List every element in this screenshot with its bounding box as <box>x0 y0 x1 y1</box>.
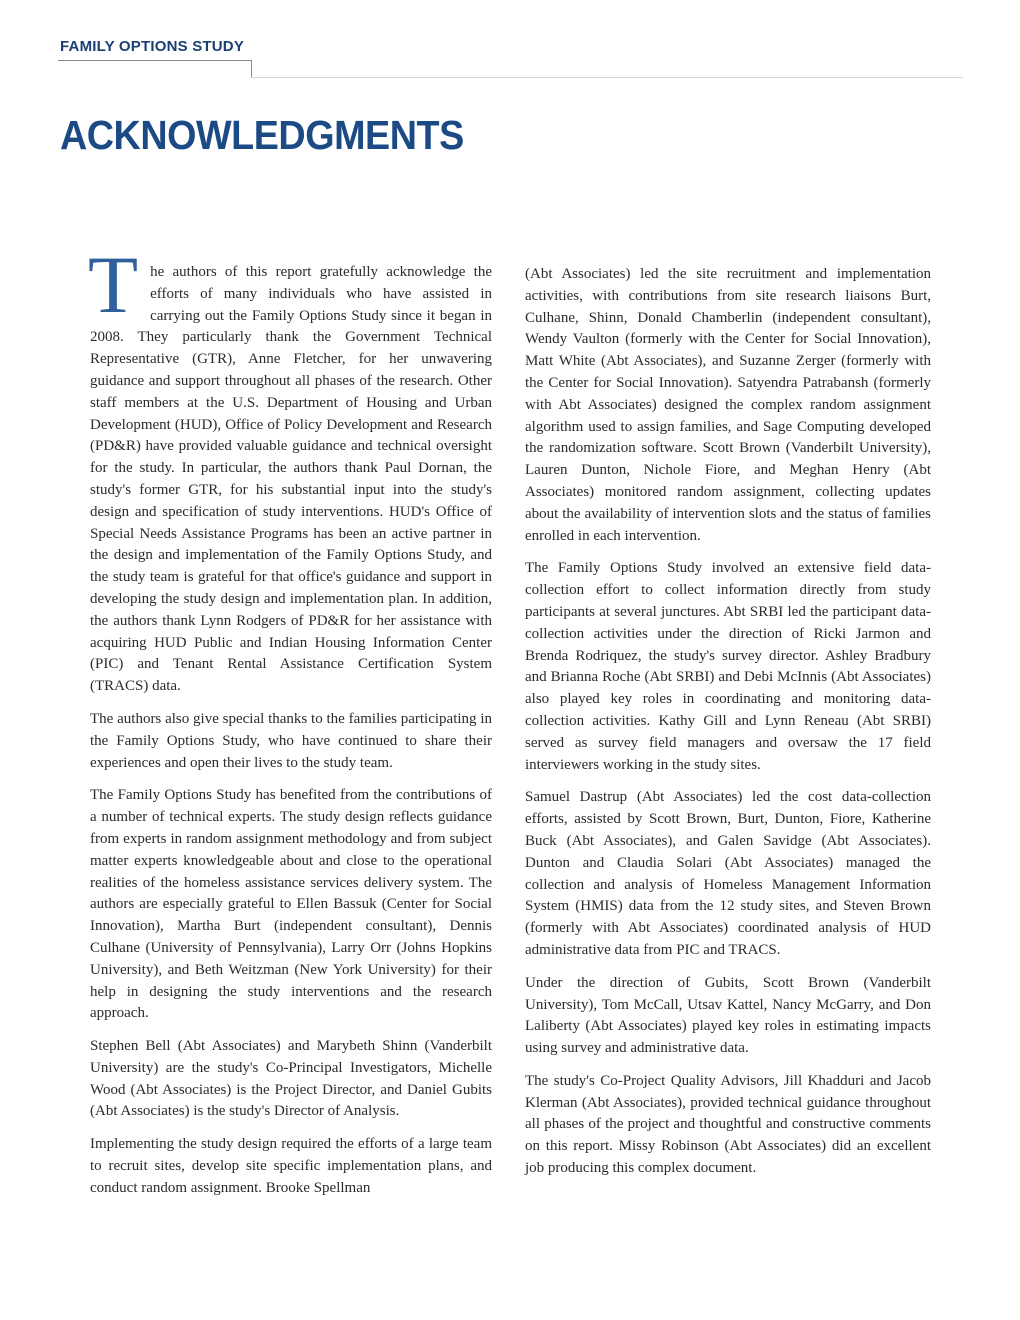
paragraph-text: he authors of this report gratefully acknowledge the efforts of many individuals who have assisted in carrying out the Family Options Study since it began in 2008. They particularly thank the Government Technical Representative (GTR), Anne Fletcher, for her unwavering guidance and support throughout all phases of the research. Other staff members at the U.S. Department of Housing and Urban Development (HUD), Office of Policy Development and Research (PD&R) have provided valuable guidance and technical oversight for the study. In particular, the authors thank Paul Dornan, the study's former GTR, for his substantial input into the study's design and specification of study interventions. HUD's Office of Special Needs Assistance Programs has been an active partner in the design and implementation of the Family Options Study, and the study team is grateful for that office's guidance and support in developing the study design and implementation plan. In addition, the authors thank Lynn Rodgers of PD&R for her assistance with acquiring HUD Public and Indian Housing Information Center (PIC) and Tenant Rental Assistance Certification System (TRACS) data. <box>90 264 492 695</box>
paragraph: The authors also give special thanks to the families participating in the Family Options Study, who have continued to share their experiences and open their lives to the study team. <box>90 710 492 771</box>
right-column <box>525 264 931 1191</box>
paragraph: The Family Options Study has benefited from the contributions of a number of technical experts. The study design reflects guidance from experts in random assignment methodology and from subject matter experts knowledgeable about and close to the operational realities of the homeless assistance services delivery system. The authors are especially grateful to Ellen Bassuk (Center for Social Innovation), Martha Burt (independent consultant), Dennis Culhane (University of Pennsylvania), Larry Orr (Johns Hopkins University), and Beth Weitzman (New York University) for their help in designing the study interventions and the research approach. <box>90 787 492 1022</box>
paragraph: Implementing the study design required the efforts of a large team to recruit sites, develop site specific implementation plans, and conduct random assignment. Brooke Spellman <box>90 1136 492 1196</box>
header-rule-right <box>251 77 963 78</box>
paragraph: The Family Options Study involved an extensive field data-collection effort to collect information directly from study participants at several junctures. Abt SRBI led the participant data-collection activities under the direction of Ricki Jarmon and Brenda Rodriquez, the study's survey director. Ashley Bradbury and Brianna Roche (Abt SRBI) and Debi McInnis (Abt Associates) also played key roles in coordinating and monitoring data-collection activities. Kathy Gill and Lynn Reneau (Abt SRBI) served as survey field managers and oversaw the 17 field interviewers working in the study sites. <box>525 560 931 773</box>
paragraph: The study's Co-Project Quality Advisors, Jill Khadduri and Jacob Klerman (Abt Associates), provided technical guidance throughout all phases of the project and thoughtful and constructive comments on this report. Missy Robinson (Abt Associates) did an excellent job producing this complex document. <box>525 1072 931 1177</box>
page-title: ACKNOWLEDGMENTS <box>60 112 464 158</box>
header-rule-left <box>58 60 252 61</box>
running-header-title: FAMILY OPTIONS STUDY <box>60 38 245 55</box>
paragraph: Under the direction of Gubits, Scott Brown (Vanderbilt University), Tom McCall, Utsav Kattel, Nancy McGarry, and Don Laliberty (Abt Associates) played key roles in estimating impacts using survey and administrative data. <box>525 974 931 1057</box>
paragraph <box>88 239 492 698</box>
drop-cap: T <box>88 239 139 330</box>
paragraph: Stephen Bell (Abt Associates) and Marybeth Shinn (Vanderbilt University) are the study's Co-Principal Investigators, Michelle Wood (Abt Associates) is the Project Director, and Daniel Gubits (Abt Associates) is the study's Director of Analysis. <box>90 1038 492 1120</box>
header-rule-tick <box>251 60 252 78</box>
paragraph: (Abt Associates) led the site recruitment and implementation activities, with contributions from site research liaisons Burt, Culhane, Shinn, Donald Chamberlin (independent consultant), Wendy Vaulton (formerly with the Center for Social Innovation), Matt White (Abt Associates), and Suzanne Zerger (formerly with the Center for Social Innovation). Satyendra Patrabansh (formerly with Abt Associates) designed the complex random assignment algorithm used to assign families, and Sage Computing developed the randomization software. Scott Brown (Vanderbilt University), Lauren Dunton, Nichole Fiore, and Meghan Henry (Abt Associates) monitored random assignment, collecting updates about the availability of intervention slots and the status of families enrolled in each intervention. <box>525 266 931 544</box>
left-column <box>88 239 492 1211</box>
paragraph: Samuel Dastrup (Abt Associates) led the cost data-collection efforts, assisted by Scott Brown, Burt, Dunton, Fiore, Katherine Buck (Abt Associates), and Galen Savidge (Abt Associates). Dunton and Claudia Solari (Abt Associates) managed the collection and analysis of Homeless Management Information System (HMIS) data from the 12 study sites, and Steven Brown (formerly with Abt Associates) coordinated analysis of HUD administrative data from PIC and TRACS. <box>525 789 931 958</box>
